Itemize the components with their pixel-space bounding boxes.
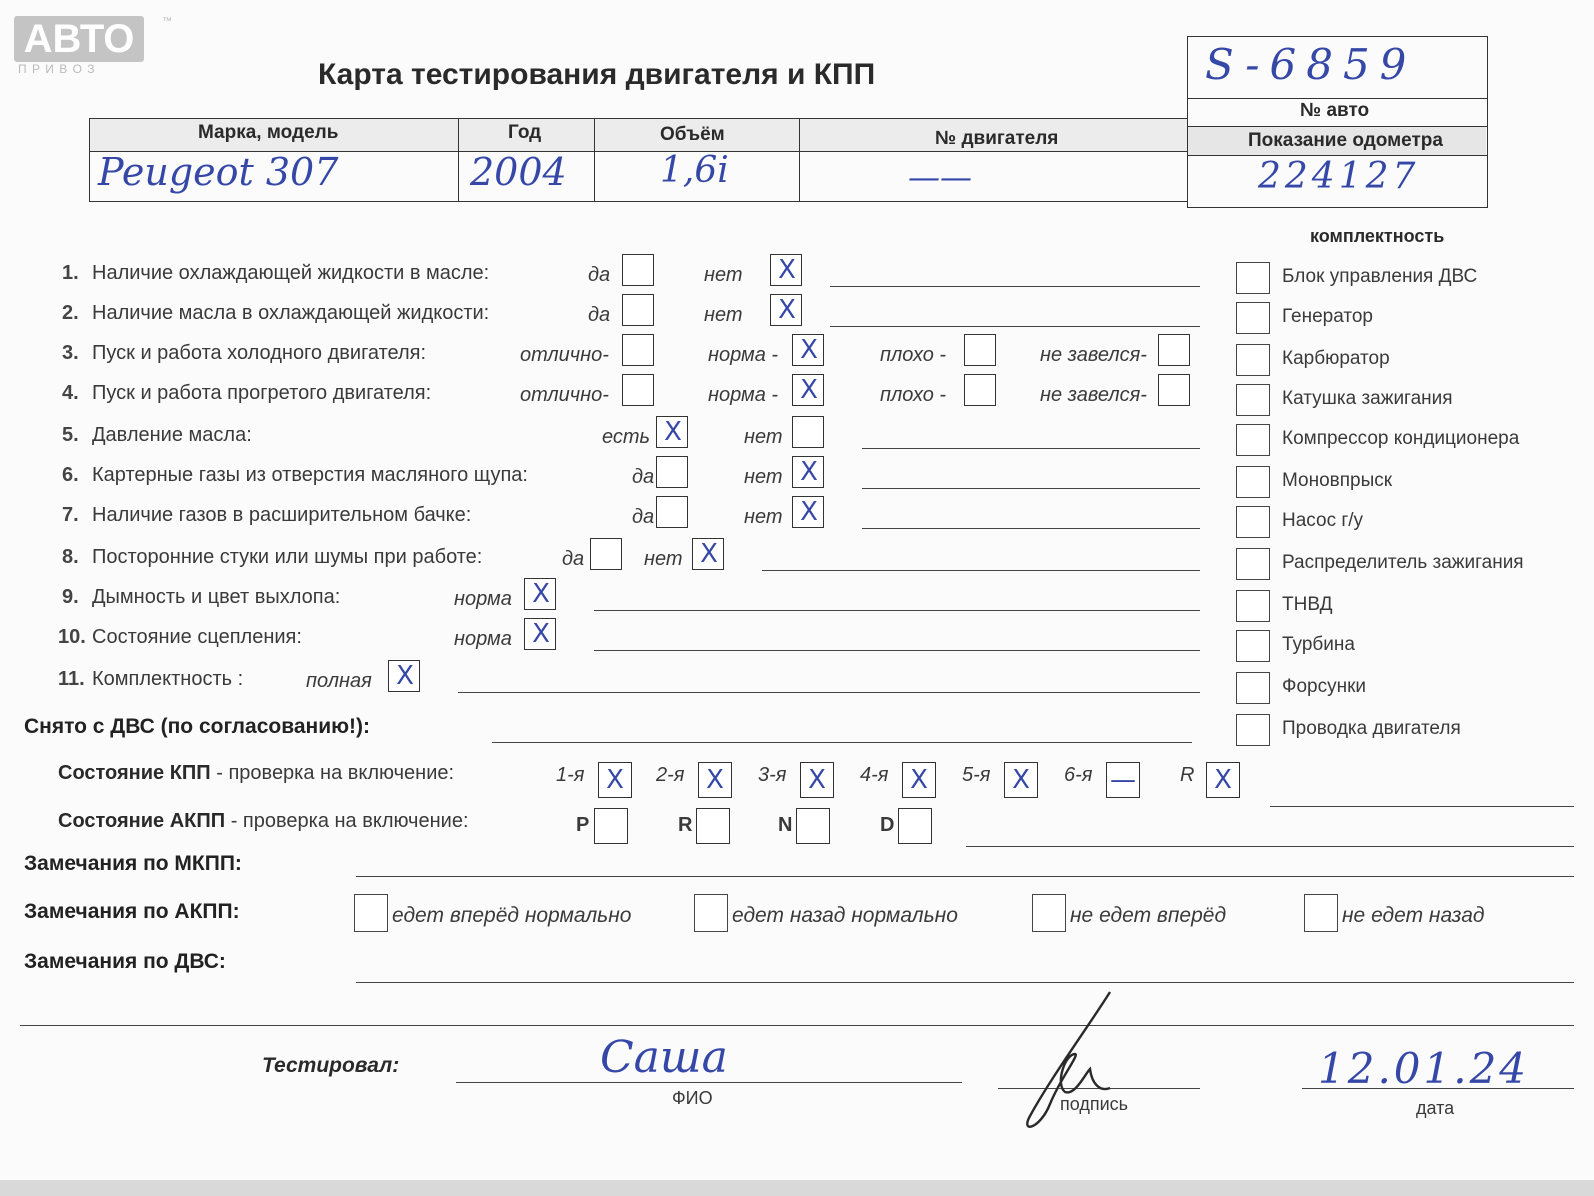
check-option-label: да xyxy=(588,264,611,286)
engine-label: № двигателя xyxy=(935,128,1059,149)
check-note-line xyxy=(458,692,1200,693)
checkbox[interactable] xyxy=(1158,334,1190,366)
check-mark xyxy=(625,256,653,284)
check-mark xyxy=(967,336,995,364)
check-label: Комплектность : xyxy=(92,668,244,690)
make-value: Peugeot 307 xyxy=(98,150,339,194)
gear-mark: X xyxy=(606,765,624,795)
checkbox[interactable] xyxy=(622,374,654,406)
completeness-checkbox[interactable] xyxy=(1236,384,1270,416)
volume-value: 1,6i xyxy=(660,150,729,191)
check-label: Наличие охлаждающей жидкости в масле: xyxy=(92,262,490,284)
check-mark xyxy=(1161,336,1189,364)
gear-mark: X xyxy=(910,765,928,795)
check-option-label: нет xyxy=(744,466,783,488)
checkbox[interactable] xyxy=(590,538,622,570)
check-mark: X xyxy=(396,661,414,691)
gear-checkbox[interactable] xyxy=(800,762,834,798)
completeness-checkbox[interactable] xyxy=(1236,548,1270,580)
check-option-label: отлично- xyxy=(520,384,609,406)
checkbox[interactable] xyxy=(792,334,824,366)
check-mark: X xyxy=(532,579,550,609)
akpp-note-option: едет назад нормально xyxy=(732,904,958,927)
checkbox[interactable] xyxy=(1158,374,1190,406)
check-note-line xyxy=(830,326,1200,327)
gear-mark: X xyxy=(1012,765,1030,795)
gear-mark: X xyxy=(808,765,826,795)
check-mark xyxy=(795,418,823,446)
akpp-mode-checkbox[interactable] xyxy=(898,808,932,844)
check-option-label: норма xyxy=(454,628,512,650)
completeness-checkbox[interactable] xyxy=(1236,714,1270,746)
page-title: Карта тестирования двигателя и КПП xyxy=(318,58,876,91)
completeness-item: ТНВД xyxy=(1282,594,1333,615)
check-option-label: норма xyxy=(454,588,512,610)
completeness-item: Проводка двигателя xyxy=(1282,718,1461,739)
check-label: Картерные газы из отверстия масляного щупа: xyxy=(92,464,528,486)
check-option-label: не завелся- xyxy=(1040,344,1147,366)
completeness-checkbox[interactable] xyxy=(1236,506,1270,538)
check-mark xyxy=(967,376,995,404)
checkbox[interactable] xyxy=(770,294,802,326)
check-mark xyxy=(625,376,653,404)
check-option-label: не завелся- xyxy=(1040,384,1147,406)
check-note-line xyxy=(762,570,1200,571)
akpp-mode-label: N xyxy=(778,814,793,836)
logo-main: АВТО xyxy=(14,16,144,62)
akpp-mode-label: D xyxy=(880,814,895,836)
check-option-label: нет xyxy=(704,304,743,326)
gear-checkbox[interactable] xyxy=(598,762,632,798)
akpp-mode-label: P xyxy=(576,814,590,836)
checkbox[interactable] xyxy=(622,254,654,286)
checkbox[interactable] xyxy=(692,538,724,570)
completeness-checkbox[interactable] xyxy=(1236,466,1270,498)
check-mark: X xyxy=(800,497,818,527)
check-mark: X xyxy=(700,539,718,569)
completeness-checkbox[interactable] xyxy=(1236,302,1270,334)
completeness-checkbox[interactable] xyxy=(1236,424,1270,456)
checkbox[interactable] xyxy=(964,374,996,406)
gear-label: 1-я xyxy=(556,764,585,786)
completeness-item: Моновпрыск xyxy=(1282,470,1393,491)
gear-label: 2-я xyxy=(656,764,685,786)
checkbox[interactable] xyxy=(964,334,996,366)
check-note-line xyxy=(594,610,1200,611)
check-number: 3. xyxy=(62,342,79,364)
checkbox[interactable] xyxy=(656,416,688,448)
check-number: 6. xyxy=(62,464,79,486)
akpp-mode-label: R xyxy=(678,814,693,836)
check-number: 11. xyxy=(58,668,85,690)
check-label: Дымность и цвет выхлопа: xyxy=(92,586,341,608)
checkbox[interactable] xyxy=(388,660,420,692)
check-option-label: да xyxy=(588,304,611,326)
check-note-line xyxy=(862,448,1200,449)
check-note-line xyxy=(830,286,1200,287)
completeness-checkbox[interactable] xyxy=(1236,672,1270,704)
akpp-note-checkbox[interactable] xyxy=(1304,894,1338,932)
checkbox[interactable] xyxy=(656,456,688,488)
check-label: Давление масла: xyxy=(92,424,252,446)
akpp-mode-checkbox[interactable] xyxy=(696,808,730,844)
check-mark xyxy=(659,498,687,526)
logo-tm: ™ xyxy=(162,16,172,27)
tested-label: Тестировал: xyxy=(262,1054,400,1077)
checkbox[interactable] xyxy=(792,416,824,448)
akpp-note-option: не едет вперёд xyxy=(1070,904,1227,927)
check-option-label: да xyxy=(632,466,655,488)
check-mark: X xyxy=(532,619,550,649)
signature-label: подпись xyxy=(1060,1094,1129,1114)
check-option-label: отлично- xyxy=(520,344,609,366)
check-mark: X xyxy=(664,417,682,447)
checkbox[interactable] xyxy=(524,578,556,610)
date-label: дата xyxy=(1416,1098,1455,1118)
akpp-notes-label: Замечания по АКПП: xyxy=(24,900,240,923)
checkbox[interactable] xyxy=(656,496,688,528)
engine-notes-label: Замечания по ДВС: xyxy=(24,950,226,973)
volume-label: Объём xyxy=(660,124,725,145)
auto-number-label: № авто xyxy=(1300,100,1370,121)
gear-label: R xyxy=(1180,764,1195,786)
akpp-rest: - проверка на включение: xyxy=(225,810,469,832)
check-number: 10. xyxy=(58,626,86,648)
check-mark xyxy=(659,458,687,486)
check-note-line xyxy=(862,488,1200,489)
check-option-label: да xyxy=(562,548,585,570)
engine-value: —— xyxy=(908,158,972,196)
kpp-rest: - проверка на включение: xyxy=(210,762,455,784)
completeness-item: Блок управления ДВС xyxy=(1282,266,1478,287)
akpp-note-checkbox[interactable] xyxy=(1032,894,1066,932)
completeness-item: Турбина xyxy=(1282,634,1355,655)
check-label: Наличие газов в расширительном бачке: xyxy=(92,504,472,526)
check-label: Состояние сцепления: xyxy=(92,626,302,648)
kpp-row-label xyxy=(58,762,454,785)
check-mark xyxy=(593,540,621,568)
check-mark: X xyxy=(778,255,796,285)
akpp-mode-checkbox[interactable] xyxy=(594,808,628,844)
check-note-line xyxy=(862,528,1200,529)
completeness-item: Генератор xyxy=(1282,306,1373,327)
checkbox[interactable] xyxy=(792,374,824,406)
gear-checkbox[interactable] xyxy=(698,762,732,798)
gear-mark: X xyxy=(1214,765,1232,795)
akpp-note-option: не едет назад xyxy=(1342,904,1485,927)
check-mark: X xyxy=(778,295,796,325)
completeness-item: Форсунки xyxy=(1282,676,1366,697)
completeness-item: Катушка зажигания xyxy=(1282,388,1453,409)
check-number: 8. xyxy=(62,546,79,568)
check-number: 2. xyxy=(62,302,79,324)
check-mark: X xyxy=(800,375,818,405)
completeness-item: Карбюратор xyxy=(1282,348,1390,369)
akpp-note-option: едет вперёд нормально xyxy=(392,904,632,927)
completeness-item: Распределитель зажигания xyxy=(1282,552,1524,573)
check-label: Пуск и работа прогретого двигателя: xyxy=(92,382,432,404)
stock-number: S-6859 xyxy=(1205,40,1417,89)
logo xyxy=(14,16,172,76)
checkbox[interactable] xyxy=(622,334,654,366)
mkpp-notes-label: Замечания по МКПП: xyxy=(24,852,242,875)
gear-checkbox[interactable] xyxy=(1206,762,1240,798)
checkbox[interactable] xyxy=(524,618,556,650)
tester-name: Саша xyxy=(600,1032,728,1083)
completeness-checkbox[interactable] xyxy=(1236,262,1270,294)
check-number: 1. xyxy=(62,262,79,284)
check-label: Посторонние стуки или шумы при работе: xyxy=(92,546,483,568)
check-option-label: нет xyxy=(644,548,683,570)
akpp-mode-checkbox[interactable] xyxy=(796,808,830,844)
check-mark xyxy=(625,296,653,324)
check-number: 9. xyxy=(62,586,79,608)
check-number: 4. xyxy=(62,382,79,404)
gear-label: 3-я xyxy=(758,764,787,786)
completeness-checkbox[interactable] xyxy=(1236,630,1270,662)
completeness-title: комплектность xyxy=(1310,226,1445,246)
check-mark: X xyxy=(800,335,818,365)
removed-label: Снято с ДВС (по согласованию!): xyxy=(24,715,371,738)
check-option-label: нет xyxy=(744,426,783,448)
check-number: 7. xyxy=(62,504,79,526)
check-option-label: нет xyxy=(744,506,783,528)
check-option-label: норма - xyxy=(708,344,779,366)
akpp-note-checkbox[interactable] xyxy=(694,894,728,932)
check-option-label: плохо - xyxy=(880,384,947,406)
check-option-label: нет xyxy=(704,264,743,286)
check-note-line xyxy=(594,650,1200,651)
fio-label: ФИО xyxy=(672,1088,713,1108)
check-label: Наличие масла в охлаждающей жидкости: xyxy=(92,302,490,324)
odometer-label: Показание одометра xyxy=(1248,130,1443,151)
check-option-label: полная xyxy=(306,670,372,692)
akpp-row-label xyxy=(58,810,469,833)
check-mark xyxy=(625,336,653,364)
completeness-checkbox[interactable] xyxy=(1236,344,1270,376)
gear-label: 6-я xyxy=(1064,764,1093,786)
gear-label: 5-я xyxy=(962,764,991,786)
check-option-label: да xyxy=(632,506,655,528)
gear-checkbox[interactable] xyxy=(1106,762,1140,798)
gear-label: 4-я xyxy=(860,764,889,786)
year-value: 2004 xyxy=(470,150,567,194)
completeness-checkbox[interactable] xyxy=(1236,590,1270,622)
akpp-note-checkbox[interactable] xyxy=(354,894,388,932)
checkbox[interactable] xyxy=(622,294,654,326)
completeness-item: Насос г/у xyxy=(1282,510,1364,531)
gear-mark: X xyxy=(706,765,724,795)
kpp-title: Состояние КПП xyxy=(58,762,211,784)
gear-checkbox[interactable] xyxy=(902,762,936,798)
check-option-label: есть xyxy=(602,426,651,448)
year-label: Год xyxy=(508,122,542,143)
checkbox[interactable] xyxy=(792,496,824,528)
check-mark xyxy=(1161,376,1189,404)
check-mark: X xyxy=(800,457,818,487)
check-label: Пуск и работа холодного двигателя: xyxy=(92,342,427,364)
gear-checkbox[interactable] xyxy=(1004,762,1038,798)
check-option-label: норма - xyxy=(708,384,779,406)
completeness-item: Компрессор кондиционера xyxy=(1282,428,1520,449)
date-value: 12.01.24 xyxy=(1318,1044,1530,1093)
check-number: 5. xyxy=(62,424,79,446)
gear-mark: — xyxy=(1110,765,1136,795)
akpp-title: Состояние АКПП xyxy=(58,810,226,832)
odometer-value: 224127 xyxy=(1258,156,1420,197)
check-option-label: плохо - xyxy=(880,344,947,366)
checkbox[interactable] xyxy=(770,254,802,286)
logo-sub: П Р И В О З xyxy=(18,62,96,76)
checkbox[interactable] xyxy=(792,456,824,488)
make-label: Марка, модель xyxy=(198,122,339,143)
